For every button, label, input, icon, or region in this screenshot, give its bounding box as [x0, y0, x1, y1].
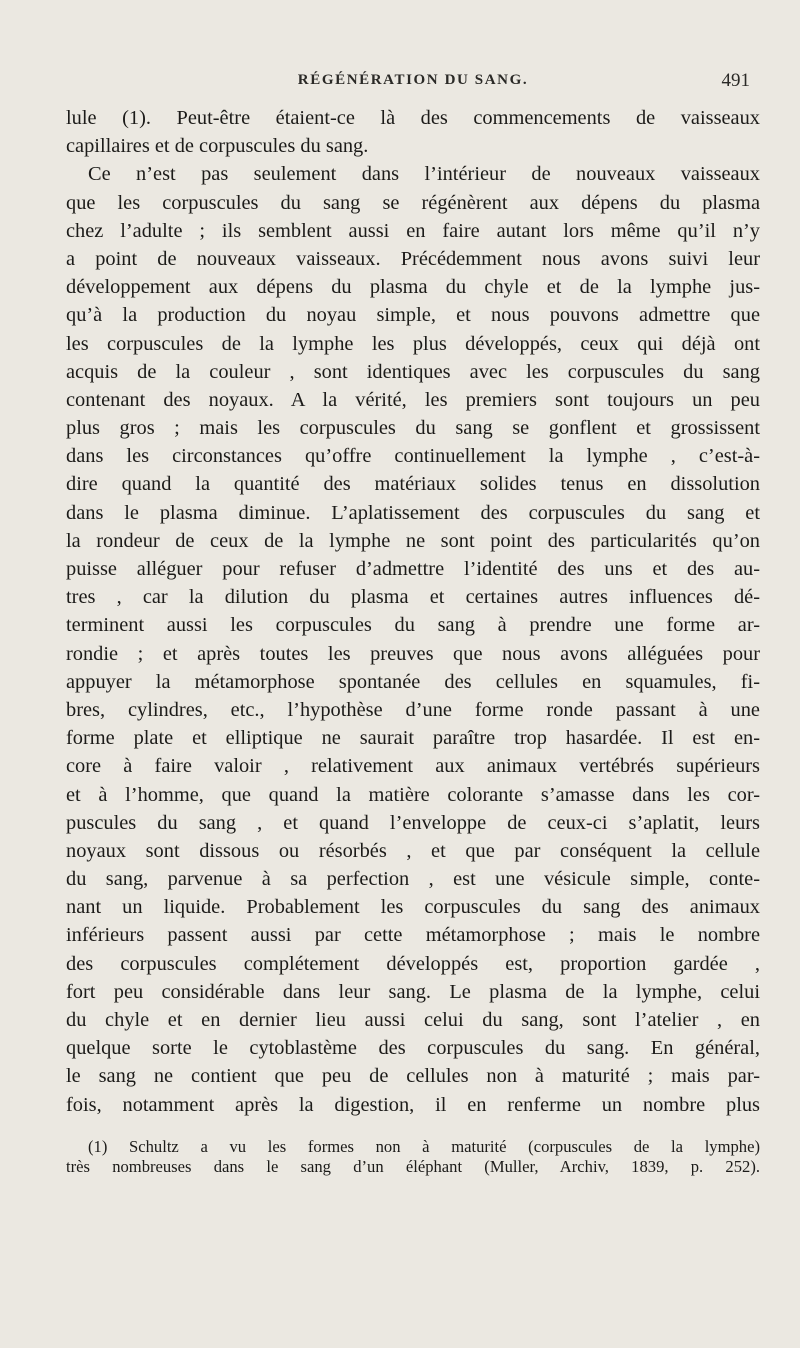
- footnote-line: (1) Schultz a vu les formes non à maturité (corpuscules de la lymphe): [88, 1136, 760, 1156]
- text-line: du sang, parvenue à sa perfection , est une vésicule simple, conte-: [66, 868, 760, 891]
- text-line: du chyle et en dernier lieu aussi celui du sang, sont l’atelier , en: [66, 1009, 760, 1031]
- text-line: puscules du sang , et quand l’enveloppe de ceux-ci s’aplatit, leurs: [66, 811, 760, 834]
- text-line: fois, notamment après la digestion, il en renferme un nombre plus: [66, 1093, 760, 1116]
- running-title: RÉGÉNÉRATION DU SANG.: [297, 72, 529, 88]
- text-line: fort peu considérable dans leur sang. Le plasma de la lymphe, celui: [66, 980, 760, 1003]
- text-line: a point de nouveaux vaisseaux. Précédemment nous avons suivi leur: [66, 247, 760, 270]
- text-line: que les corpuscules du sang se régénèrent aux dépens du plasma: [66, 191, 760, 214]
- text-line: capillaires et de corpuscules du sang.: [66, 135, 369, 158]
- text-line: terminent aussi les corpuscules du sang à prendre une forme ar-: [66, 614, 760, 637]
- page-number: 491: [721, 70, 750, 91]
- text-line: appuyer la métamorphose spontanée des cellules en squamules, fi-: [66, 670, 760, 693]
- text-line: nant un liquide. Probablement les corpuscules du sang des animaux: [66, 896, 760, 919]
- text-line: dans le plasma diminue. L’aplatissement des corpuscules du sang et: [66, 501, 760, 524]
- text-line: forme plate et elliptique ne saurait paraître trop hasardée. Il est en-: [66, 727, 760, 750]
- text-line: la rondeur de ceux de la lymphe ne sont point des particularités qu’on: [66, 529, 760, 552]
- text-line: rondie ; et après toutes les preuves que nous avons alléguées pour: [66, 642, 760, 665]
- running-header: [66, 72, 760, 102]
- text-line: dire quand la quantité des matériaux solides tenus en dissolution: [66, 473, 760, 496]
- text-line: noyaux sont dissous ou résorbés , et que par conséquent la cellule: [66, 839, 760, 862]
- text-line: des corpuscules complétement développés est, proportion gardée ,: [66, 952, 760, 975]
- text-line: le sang ne contient que peu de cellules non à maturité ; mais par-: [66, 1065, 760, 1088]
- text-line: lule (1). Peut-être étaient-ce là des commencements de vaisseaux: [66, 107, 760, 129]
- text-line: les corpuscules de la lymphe les plus développés, ceux qui déjà ont: [66, 332, 760, 355]
- text-line: inférieurs passent aussi par cette métamorphose ; mais le nombre: [66, 924, 760, 947]
- text-line: bres, cylindres, etc., l’hypothèse d’une forme ronde passant à une: [66, 698, 760, 721]
- text-line: Ce n’est pas seulement dans l’intérieur de nouveaux vaisseaux: [88, 163, 760, 186]
- text-line: contenant des noyaux. A la vérité, les premiers sont toujours un peu: [66, 388, 760, 411]
- text-line: puisse alléguer pour refuser d’admettre l’identité des uns et des au-: [66, 558, 760, 580]
- text-line: qu’à la production du noyau simple, et nous pouvons admettre que: [66, 304, 760, 327]
- text-line: tres , car la dilution du plasma et certaines autres influences dé-: [66, 586, 760, 609]
- footnote-line: très nombreuses dans le sang d’un éléphant (Muller, Archiv, 1839, p. 252).: [66, 1156, 760, 1176]
- text-line: plus gros ; mais les corpuscules du sang se gonflent et grossissent: [66, 417, 760, 440]
- text-line: développement aux dépens du plasma du chyle et de la lymphe jus-: [66, 276, 760, 299]
- text-line: chez l’adulte ; ils semblent aussi en faire autant lors même qu’il n’y: [66, 219, 760, 242]
- text-line: dans les circonstances qu’offre continuellement la lymphe , c’est-à-: [66, 445, 760, 468]
- text-line: quelque sorte le cytoblastème des corpuscules du sang. En général,: [66, 1037, 760, 1060]
- footnotes: [66, 1137, 760, 1177]
- text-line: et à l’homme, que quand la matière colorante s’amasse dans les cor-: [66, 783, 760, 806]
- body-text: [66, 104, 760, 1119]
- text-line: core à faire valoir , relativement aux animaux vertébrés supérieurs: [66, 755, 760, 778]
- text-line: acquis de la couleur , sont identiques avec les corpuscules du sang: [66, 360, 760, 383]
